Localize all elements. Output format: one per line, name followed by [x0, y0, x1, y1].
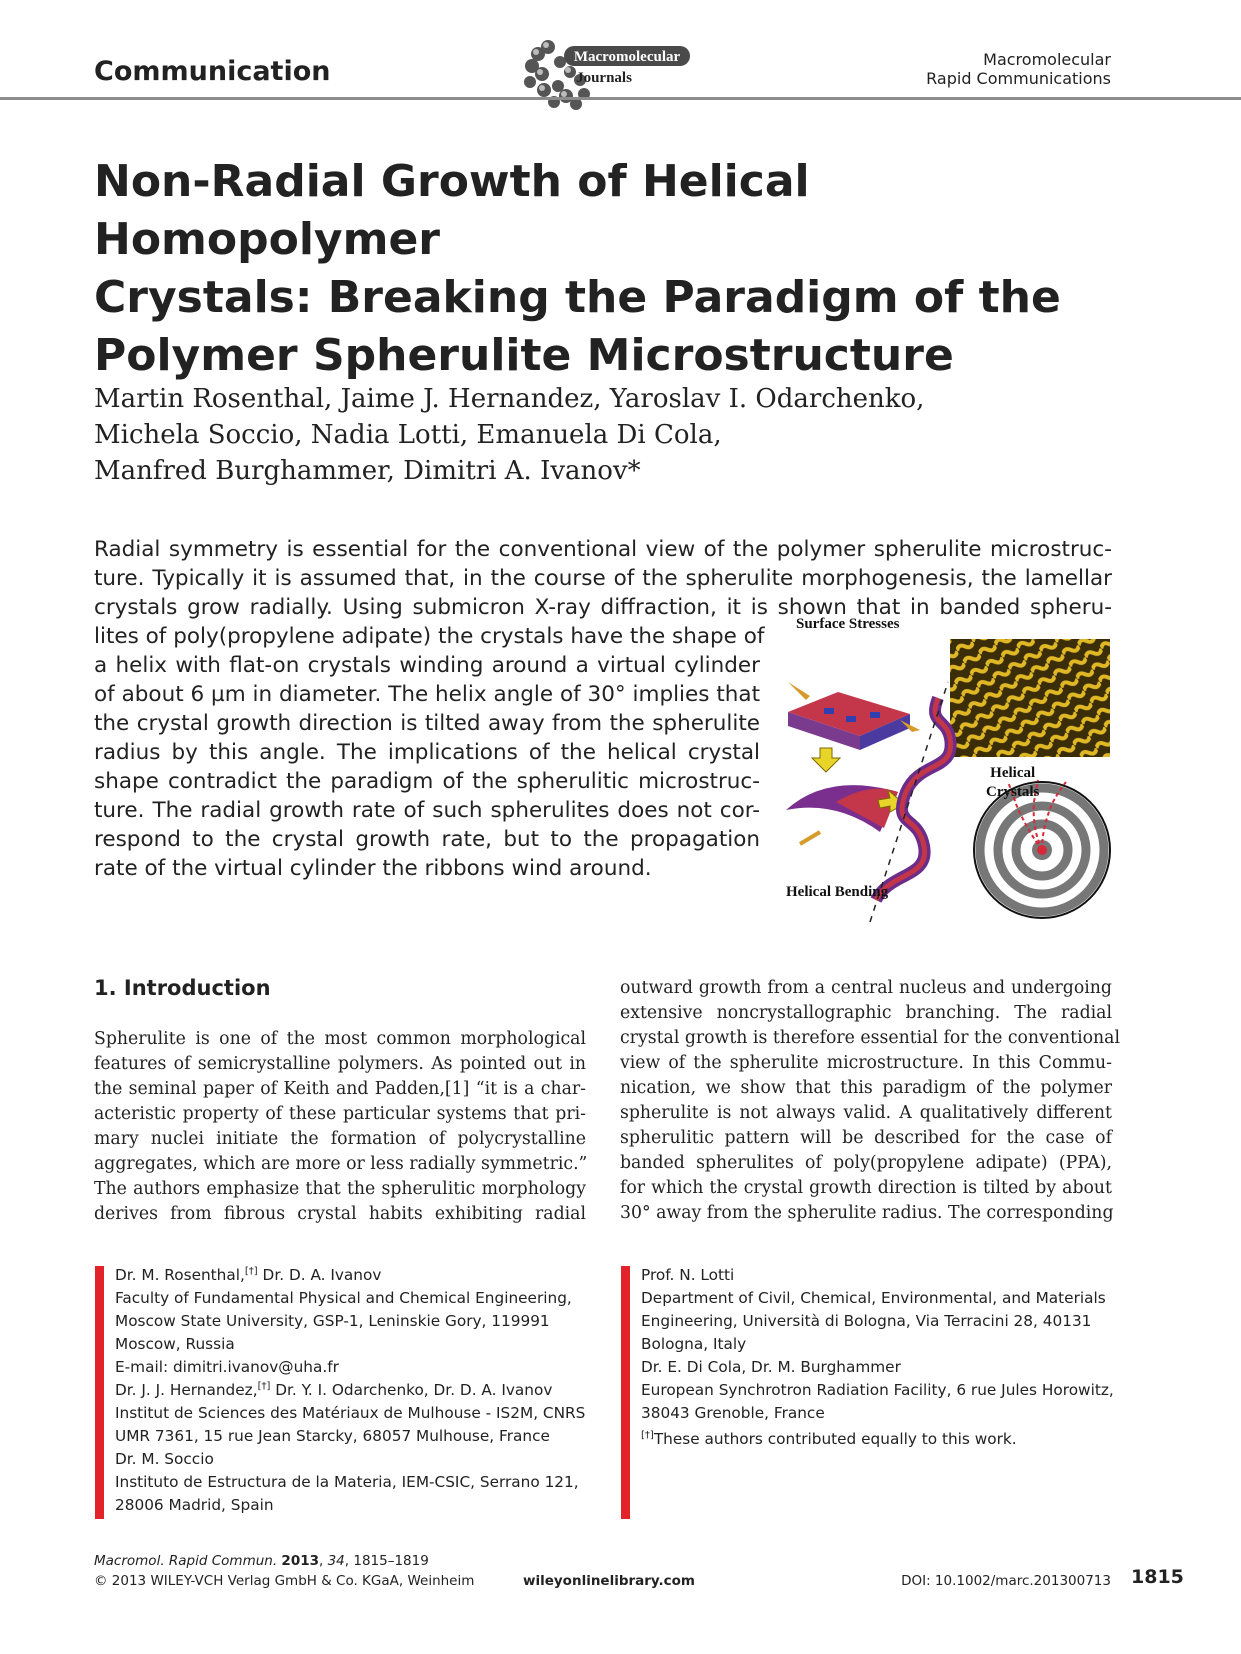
affiliation-text: Dr. Y. I. Odarchenko, Dr. D. A. Ivanov	[270, 1381, 553, 1399]
journal-name-line2: Rapid Communications	[926, 69, 1111, 88]
abstract-line: crystals grow radially. Using submicron X-ray diffraction, it is shown that in banded spheru-	[94, 595, 1112, 620]
affiliation-line: Engineering, Università di Bologna, Via Terracini 28, 40131	[641, 1312, 1092, 1330]
body-line: spherulitic pattern will be described for the case of	[620, 1128, 1112, 1148]
journal-name-line1: Macromolecular	[983, 50, 1111, 69]
intro-column-left	[94, 1027, 586, 1227]
affiliation-line: Faculty of Fundamental Physical and Chemical Engineering,	[115, 1289, 572, 1307]
title-line: Crystals: Breaking the Paradigm of the	[94, 272, 1061, 323]
author-list	[94, 381, 1154, 489]
body-line: derives from fibrous crystal habits exhibiting radial	[94, 1204, 586, 1224]
citation-volume: 34	[327, 1553, 345, 1569]
figure-label-crystals: Crystals	[986, 784, 1040, 800]
footnote-marker: [†]	[641, 1430, 654, 1441]
affiliation-line: Instituto de Estructura de la Materia, IEM-CSIC, Serrano 121,	[115, 1473, 579, 1491]
affiliation-line: Moscow, Russia	[115, 1335, 235, 1353]
citation-year: 2013	[281, 1553, 319, 1569]
doi-link[interactable]: DOI: 10.1002/marc.201300713	[901, 1573, 1111, 1589]
section-label: Communication	[94, 56, 331, 87]
abstract-line: radius by this angle. The implications of the helical crystal	[94, 740, 760, 765]
figure-label-helical: Helical	[990, 765, 1036, 781]
footnote-marker: [†]	[257, 1381, 271, 1392]
equal-contribution-note	[641, 1428, 1114, 1451]
affiliation-line: 38043 Grenoble, France	[641, 1404, 825, 1422]
affiliation-text: Dr. J. J. Hernandez,	[115, 1381, 258, 1399]
affiliation-text: Dr. M. Rosenthal,	[115, 1266, 245, 1284]
body-line: view of the spherulite microstructure. In this Commu-	[620, 1053, 1112, 1073]
body-line: nication, we show that this paradigm of the polymer	[620, 1078, 1112, 1098]
affiliation-text: These authors contributed equally to this work.	[653, 1430, 1017, 1448]
affiliation-line	[115, 1264, 585, 1287]
abstract-line: shape contradict the paradigm of the spherulitic microstruc-	[94, 769, 760, 794]
body-line: for which the crystal growth direction is tilted by about	[620, 1178, 1112, 1198]
affiliation-line: Dr. E. Di Cola, Dr. M. Burghammer	[641, 1358, 901, 1376]
logo-text-top: Macromolecular	[573, 49, 681, 65]
website-link[interactable]: wileyonlinelibrary.com	[523, 1573, 695, 1589]
affiliation-accent-bar	[621, 1266, 630, 1519]
figure-label-helical-crystals	[986, 764, 1039, 802]
article-title	[94, 153, 1154, 385]
body-line: acteristic property of these particular systems that pri-	[94, 1104, 586, 1124]
journal-logo	[518, 32, 698, 116]
affiliation-line: Institut de Sciences des Matériaux de Mulhouse - IS2M, CNRS	[115, 1404, 586, 1422]
abstract-line: ture. Typically it is assumed that, in the course of the spherulite morphogenesis, the lamellar	[94, 566, 1112, 591]
affiliation-line: Dr. M. Soccio	[115, 1450, 214, 1468]
figure-label-surface-stresses: Surface Stresses	[796, 616, 900, 632]
figure-label-helical-bending: Helical Bending	[786, 884, 889, 900]
body-line: extensive noncrystallographic branching. The radial	[620, 1003, 1112, 1023]
header-rule	[0, 97, 1241, 100]
title-line: Polymer Spherulite Microstructure	[94, 330, 954, 381]
abstract-line: lites of poly(propylene adipate) the crystals have the shape of	[94, 624, 765, 649]
footnote-marker: [†]	[244, 1266, 258, 1277]
graphical-abstract-figure	[780, 616, 1116, 934]
intro-column-right	[620, 976, 1121, 1226]
author-line: Manfred Burghammer, Dimitri A. Ivanov*	[94, 456, 641, 486]
page-number: 1815	[1131, 1566, 1184, 1588]
body-line: aggregates, which are more or less radially symmetric.”	[94, 1154, 588, 1174]
abstract-line: respond to the crystal growth rate, but to the propagation	[94, 827, 760, 852]
citation-pages: , 1815–1819	[344, 1553, 429, 1569]
affiliation-line: Prof. N. Lotti	[641, 1266, 735, 1284]
affiliation-line: Bologna, Italy	[641, 1335, 747, 1353]
affiliation-line: European Synchrotron Radiation Facility, 6 rue Jules Horowitz,	[641, 1381, 1114, 1399]
micrograph-image	[950, 639, 1110, 757]
abstract-line: ture. The radial growth rate of such spherulites does not cor-	[94, 798, 760, 823]
affiliation-line: Department of Civil, Chemical, Environmental, and Materials	[641, 1289, 1106, 1307]
body-line: outward growth from a central nucleus and undergoing	[620, 978, 1112, 998]
abstract-line: a helix with flat-on crystals winding around a virtual cylinder	[94, 653, 760, 678]
body-line: the seminal paper of Keith and Padden,[1] “it is a char-	[94, 1079, 586, 1099]
author-line: Martin Rosenthal, Jaime J. Hernandez, Yaroslav I. Odarchenko,	[94, 384, 925, 414]
title-line: Non-Radial Growth of Helical Homopolymer	[94, 156, 810, 265]
citation-line: Macromol. Rapid Commun. 2013, 34, 1815–1819	[94, 1553, 429, 1569]
author-line: Michela Soccio, Nadia Lotti, Emanuela Di Cola,	[94, 420, 722, 450]
affiliation-line: 28006 Madrid, Spain	[115, 1496, 274, 1514]
copyright: © 2013 WILEY-VCH Verlag GmbH & Co. KGaA, Weinheim	[94, 1573, 475, 1589]
affiliations-left	[115, 1264, 585, 1517]
body-line: spherulite is not always valid. A qualitatively different	[620, 1103, 1112, 1123]
body-line: 30° away from the spherulite radius. The corresponding	[620, 1203, 1114, 1223]
abstract-line: of about 6 µm in diameter. The helix angle of 30° implies that	[94, 682, 760, 707]
body-line: mary nuclei initiate the formation of polycrystalline	[94, 1129, 586, 1149]
logo-text-bottom: Journals	[576, 70, 632, 86]
body-line: banded spherulites of poly(propylene adipate) (PPA),	[620, 1153, 1112, 1173]
affiliation-line	[115, 1379, 585, 1402]
affiliation-line: Moscow State University, GSP-1, Leninskie Gory, 119991	[115, 1312, 550, 1330]
affiliation-line: UMR 7361, 15 rue Jean Starcky, 68057 Mulhouse, France	[115, 1427, 550, 1445]
abstract-line: the crystal growth direction is tilted away from the spherulite	[94, 711, 760, 736]
affiliations-right	[641, 1264, 1114, 1451]
abstract-line: rate of the virtual cylinder the ribbons wind around.	[94, 856, 652, 881]
affiliation-accent-bar	[95, 1266, 104, 1519]
affiliation-text: Dr. D. A. Ivanov	[257, 1266, 382, 1284]
body-line: crystal growth is therefore essential for the conventional	[620, 1028, 1121, 1048]
body-line: Spherulite is one of the most common morphological	[94, 1029, 586, 1049]
citation-journal: Macromol. Rapid Commun.	[94, 1553, 278, 1569]
section-heading-introduction: 1. Introduction	[94, 976, 271, 1000]
journal-name	[926, 50, 1111, 88]
body-line: The authors emphasize that the spherulitic morphology	[94, 1179, 586, 1199]
body-line: features of semicrystalline polymers. As pointed out in	[94, 1054, 586, 1074]
affiliation-email[interactable]: E-mail: dimitri.ivanov@uha.fr	[115, 1358, 339, 1376]
abstract-line: Radial symmetry is essential for the conventional view of the polymer spherulite microstruc-	[94, 537, 1112, 562]
